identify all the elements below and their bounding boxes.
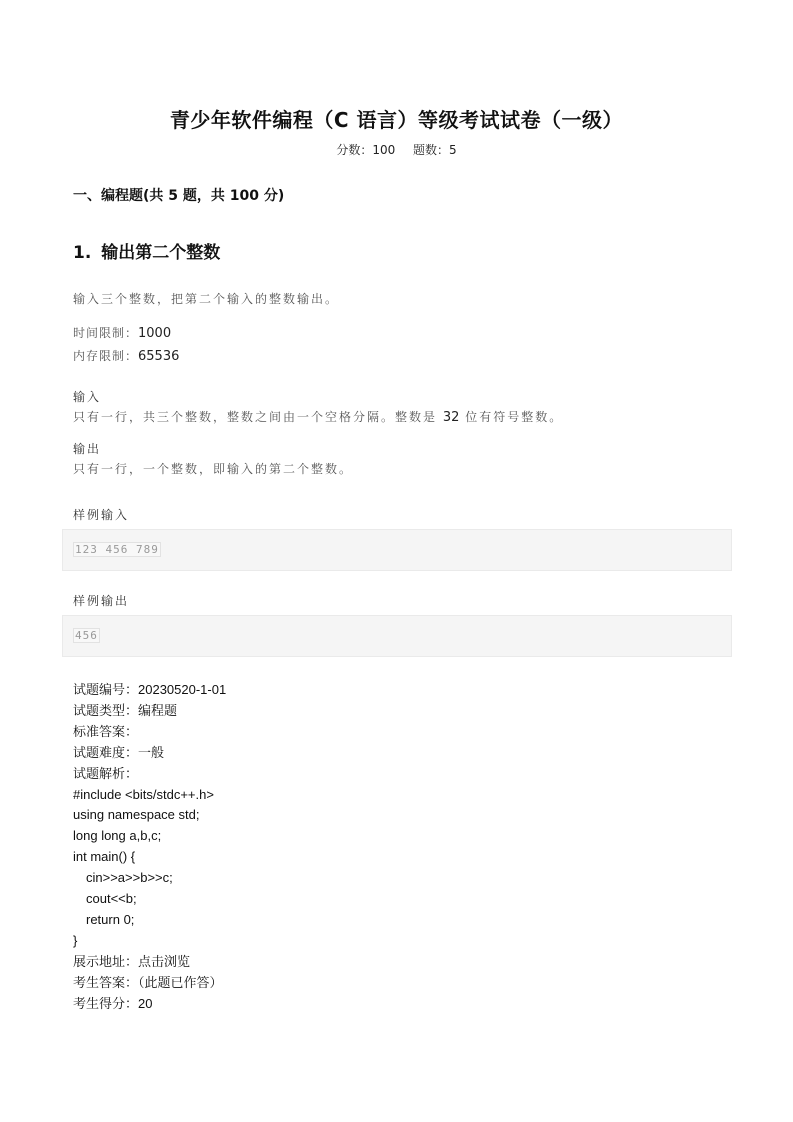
input-label: 输入 (73, 390, 102, 404)
total-score: 分数：100 (336, 143, 396, 157)
sample-input-label: 样例输入 (73, 508, 130, 522)
question-name: 输出第二个整数 (101, 243, 221, 263)
question-analysis: 试题解析： (73, 765, 139, 781)
question-description: 输入三个整数，把第二个输入的整数输出。 (73, 292, 340, 306)
input-text-num: 32 (442, 410, 460, 425)
memory-limit (73, 345, 179, 368)
time-limit (73, 322, 179, 345)
standard-answer: 标准答案： (73, 723, 139, 739)
code-line: int main() { (73, 849, 136, 865)
output-label: 输出 (73, 442, 102, 456)
input-text-b: 位有符号整数。 (459, 410, 564, 424)
output-description: 只有一行，一个整数，即输入的第二个整数。 (73, 462, 354, 476)
code-line: #include <bits/stdc++.h> (73, 786, 214, 802)
memory-limit-value: 65536 (138, 349, 180, 364)
exam-title: 青少年软件编程（C 语言）等级考试试卷（一级） (169, 108, 624, 132)
display-link[interactable]: 展示地址：点击浏览 (73, 953, 191, 969)
limits-block (73, 322, 179, 368)
input-description (73, 408, 563, 425)
sample-output-box (62, 615, 732, 657)
sample-input-box (62, 529, 732, 571)
code-line: return 0; (86, 911, 135, 927)
student-score: 考生得分：20 (73, 995, 153, 1011)
code-line: } (73, 932, 78, 948)
input-text-a: 只有一行，共三个整数，整数之间由一个空格分隔。整数是 (73, 410, 443, 424)
memory-limit-label: 内存限制： (73, 349, 139, 363)
student-answer: 考生答案：（此题已作答） (73, 974, 223, 990)
code-line: using namespace std; (73, 807, 200, 823)
question-count: 题数：5 (413, 143, 457, 157)
question-number: 1. (73, 243, 92, 263)
question-title (73, 238, 220, 263)
code-line: cout<<b; (86, 891, 137, 907)
question-id: 试题编号：20230520-1-01 (73, 682, 227, 697)
section-heading: 一、编程题(共 5 题，共 100 分) (73, 188, 285, 204)
time-limit-value: 1000 (138, 326, 172, 341)
question-difficulty: 试题难度：一般 (73, 744, 165, 760)
exam-meta (0, 141, 793, 158)
sample-output-label: 样例输出 (73, 594, 130, 608)
code-line: cin>>a>>b>>c; (86, 870, 173, 886)
question-type: 试题类型：编程题 (73, 702, 178, 718)
question-info (73, 680, 226, 1015)
code-line: long long a,b,c; (73, 828, 162, 844)
time-limit-label: 时间限制： (73, 326, 139, 340)
sample-output-code: 456 (75, 629, 98, 642)
sample-input-code: 123 456 789 (75, 543, 159, 556)
